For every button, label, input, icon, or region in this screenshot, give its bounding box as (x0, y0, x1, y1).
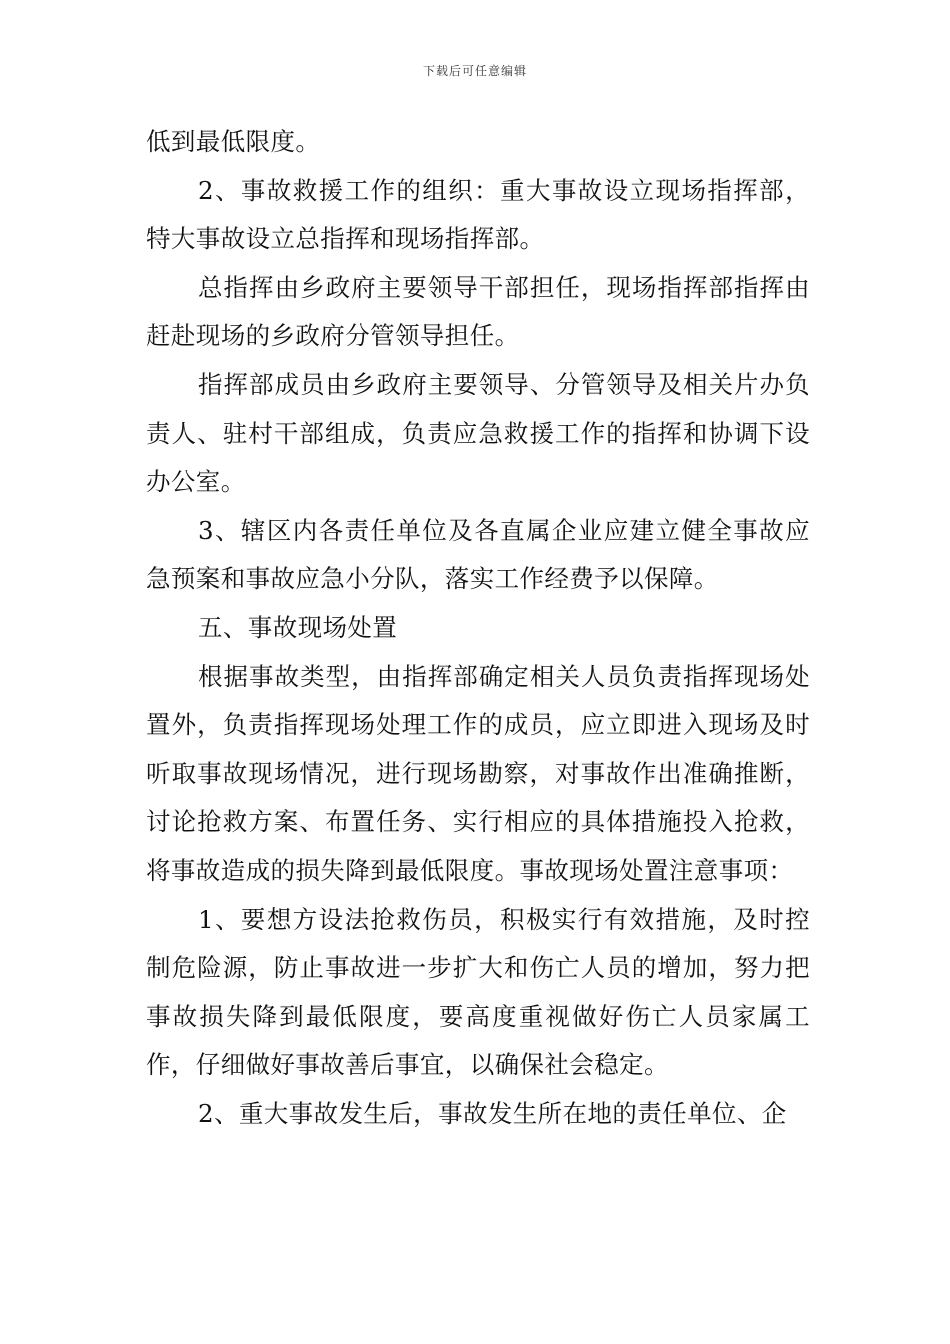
paragraph-chief-commander: 总指挥由乡政府主要领导干部担任，现场指挥部指挥由赶赴现场的乡政府分管领导担任。 (146, 272, 810, 351)
paragraph-continuation: 低到最低限度。 (146, 127, 321, 156)
section-heading-site-handling: 五、事故现场处置 (198, 612, 398, 642)
paragraph-command-members: 指挥部成员由乡政府主要领导、分管领导及相关片办负责人、驻村干部组成，负责应急救援工作的指挥和协调下设办公室。 (146, 369, 810, 497)
paragraph-responsible-units: 3、辖区内各责任单位及各直属企业应建立健全事故应急预案和事故应急小分队，落实工作经费予以保障。 (146, 515, 810, 594)
paragraph-rescue-organization: 2、事故救援工作的组织：重大事故设立现场指挥部，特大事故设立总指挥和现场指挥部。 (146, 175, 810, 254)
paragraph-rescue-casualties: 1、要想方设法抢救伤员，积极实行有效措施，及时控制危险源，防止事故进一步扩大和伤亡人员的增加，努力把事故损失降到最低限度，要高度重视做好伤亡人员家属工作，仔细做好事故善后事宜，以确保社会稳定。 (146, 904, 810, 1080)
paragraph-site-handling: 根据事故类型，由指挥部确定相关人员负责指挥现场处置外，负责指挥现场处理工作的成员，应立即进入现场及时听取事故现场情况，进行现场勘察，对事故作出准确推断，讨论抢救方案、布置任务、实行相应的具体措施投入抢救，将事故造成的损失降到最低限度。事故现场处置注意事项： (146, 661, 810, 885)
page-header: 下载后可任意编辑 (422, 64, 527, 78)
paragraph-major-accident: 2、重大事故发生后，事故发生所在地的责任单位、企 (198, 1098, 787, 1128)
document-body (146, 118, 810, 1138)
